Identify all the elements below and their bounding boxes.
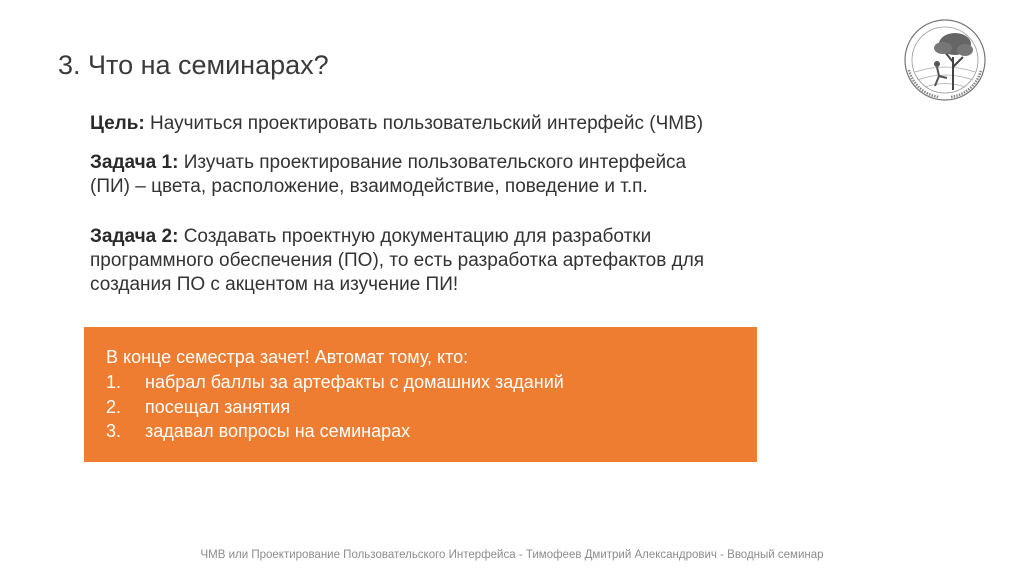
task2-line1: Создавать проектную документацию для разработки [183, 226, 652, 247]
university-emblem-icon [895, 12, 995, 108]
grading-callout [84, 327, 757, 462]
slide-footer: ЧМВ или Проектирование Пользовательского Интерфейса - Тимофеев Дмитрий Александрович - Вводный семинар [200, 549, 824, 561]
list-item-number: 2. [106, 396, 122, 417]
task1-label: Задача 1: [90, 152, 179, 173]
callout-intro: В конце семестра зачет! Автомат тому, кто: [106, 347, 469, 367]
task1-text [90, 151, 770, 199]
list-item-text: задавал вопросы на семинарах [145, 421, 411, 441]
goal-body: Научиться проектировать пользовательский интерфейс (ЧМВ) [150, 113, 704, 134]
list-item-number: 3. [106, 421, 122, 441]
task2-line2: программного обеспечения (ПО), то есть разработка артефактов для [90, 250, 705, 271]
task2-text [90, 225, 770, 297]
slide-title: 3. Что на семинарах? [58, 50, 329, 80]
task1-line1: Изучать проектирование пользовательского интерфейса [183, 152, 687, 173]
task2-label: Задача 2: [90, 226, 179, 247]
list-item-text: посещал занятия [145, 396, 291, 417]
list-item [106, 395, 564, 420]
list-item [106, 370, 564, 395]
list-item-number: 1. [106, 372, 122, 392]
task2-line3: создания ПО с акцентом на изучение ПИ! [90, 274, 459, 295]
task1-line2: (ПИ) – цвета, расположение, взаимодействие, поведение и т.п. [90, 176, 648, 197]
goal-label: Цель: [90, 113, 145, 134]
list-item-text: набрал баллы за артефакты с домашних заданий [145, 372, 564, 392]
list-item [106, 419, 564, 444]
goal-text [90, 112, 703, 136]
callout-list [106, 370, 564, 444]
